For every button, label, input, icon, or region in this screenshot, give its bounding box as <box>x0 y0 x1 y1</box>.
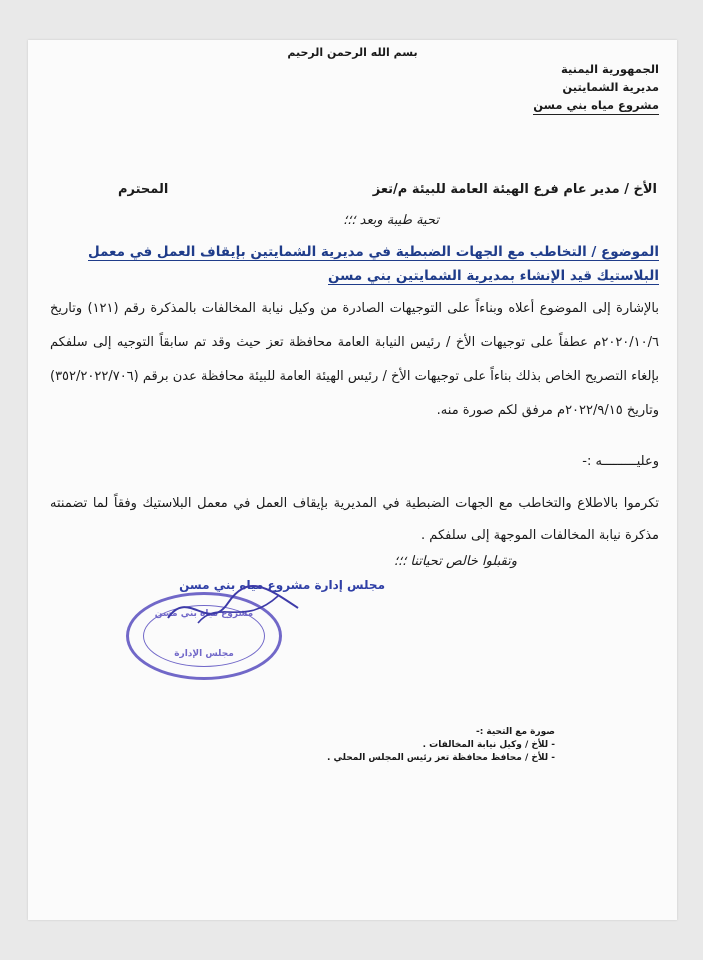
basmala: بسم الله الرحمن الرحيم <box>287 46 418 59</box>
and-label: وعليـــــــــه :- <box>582 454 659 469</box>
greeting: تحية طيبة وبعد ؛؛؛ <box>343 213 439 228</box>
subject <box>50 240 659 288</box>
letter-page <box>28 40 677 920</box>
request-paragraph: تكرموا بالاطلاع والتخاطب مع الجهات الضبطية في المديرية بإيقاف العمل في معمل البلاستيك وفقاً لما تضمنته مذكرة نيابة المخالفات الموجهة إلى سلفكم . <box>50 496 659 543</box>
letter-body <box>50 292 659 428</box>
addressee: الأخ / مدير عام فرع الهيئة العامة للبيئة م/تعز <box>372 182 657 197</box>
letterhead-district: مديرية الشمايتين <box>562 80 659 94</box>
stamp-top-text: مشروع مياه بني مسن <box>154 609 254 619</box>
honorific: المحترم <box>118 182 169 197</box>
subject-text: الموضوع / التخاطب مع الجهات الضبطية في مديرية الشمايتين بإيقاف العمل في معمل البلاستيك قيد الإنشاء بمديرية الشمايتين بني مسن <box>87 244 659 284</box>
signature-title: مجلس إدارة مشروع مياه بني مسن <box>179 578 385 592</box>
letterhead-project: مشروع مياه بني مسن <box>533 96 659 115</box>
cc-heading: صورة مع التحية :- <box>475 727 555 737</box>
cc-item: - للأخ / وكيل نيابة المخالفات . <box>422 740 555 750</box>
handwritten-signature <box>158 578 308 638</box>
closing: وتقبلوا خالص تحياتنا ؛؛؛ <box>393 554 517 569</box>
body-paragraph: بالإشارة إلى الموضوع أعلاه وبناءاً على التوجيهات الصادرة من وكيل نيابة المخالفات بالمذكرة رقم (١٢١) وتاريخ ٢٠٢٠/١٠/٦م عطفاً على توجيهات الأخ / رئيس النيابة العامة محافظة تعز حيث وقد تم سابقاً التوجيه إلى سلفكم بإلغاء التصريح الخاص بذلك بناءاً على توجيهات الأخ / رئيس الهيئة العامة للبيئة محافظة عدن برقم (٣٥٢/٢٠٢٢/٧٠٦) وتاريخ ٢٠٢٢/٩/١٥م مرفق لكم صورة منه. <box>50 301 659 418</box>
letterhead <box>533 60 659 115</box>
cc-item: - للأخ / محافظ محافظة تعز رئيس المجلس المحلي . <box>326 753 555 763</box>
stamp-bottom-text: مجلس الإدارة <box>174 649 234 659</box>
letterhead-country: الجمهورية اليمنية <box>560 62 659 76</box>
cc-list <box>327 726 555 765</box>
